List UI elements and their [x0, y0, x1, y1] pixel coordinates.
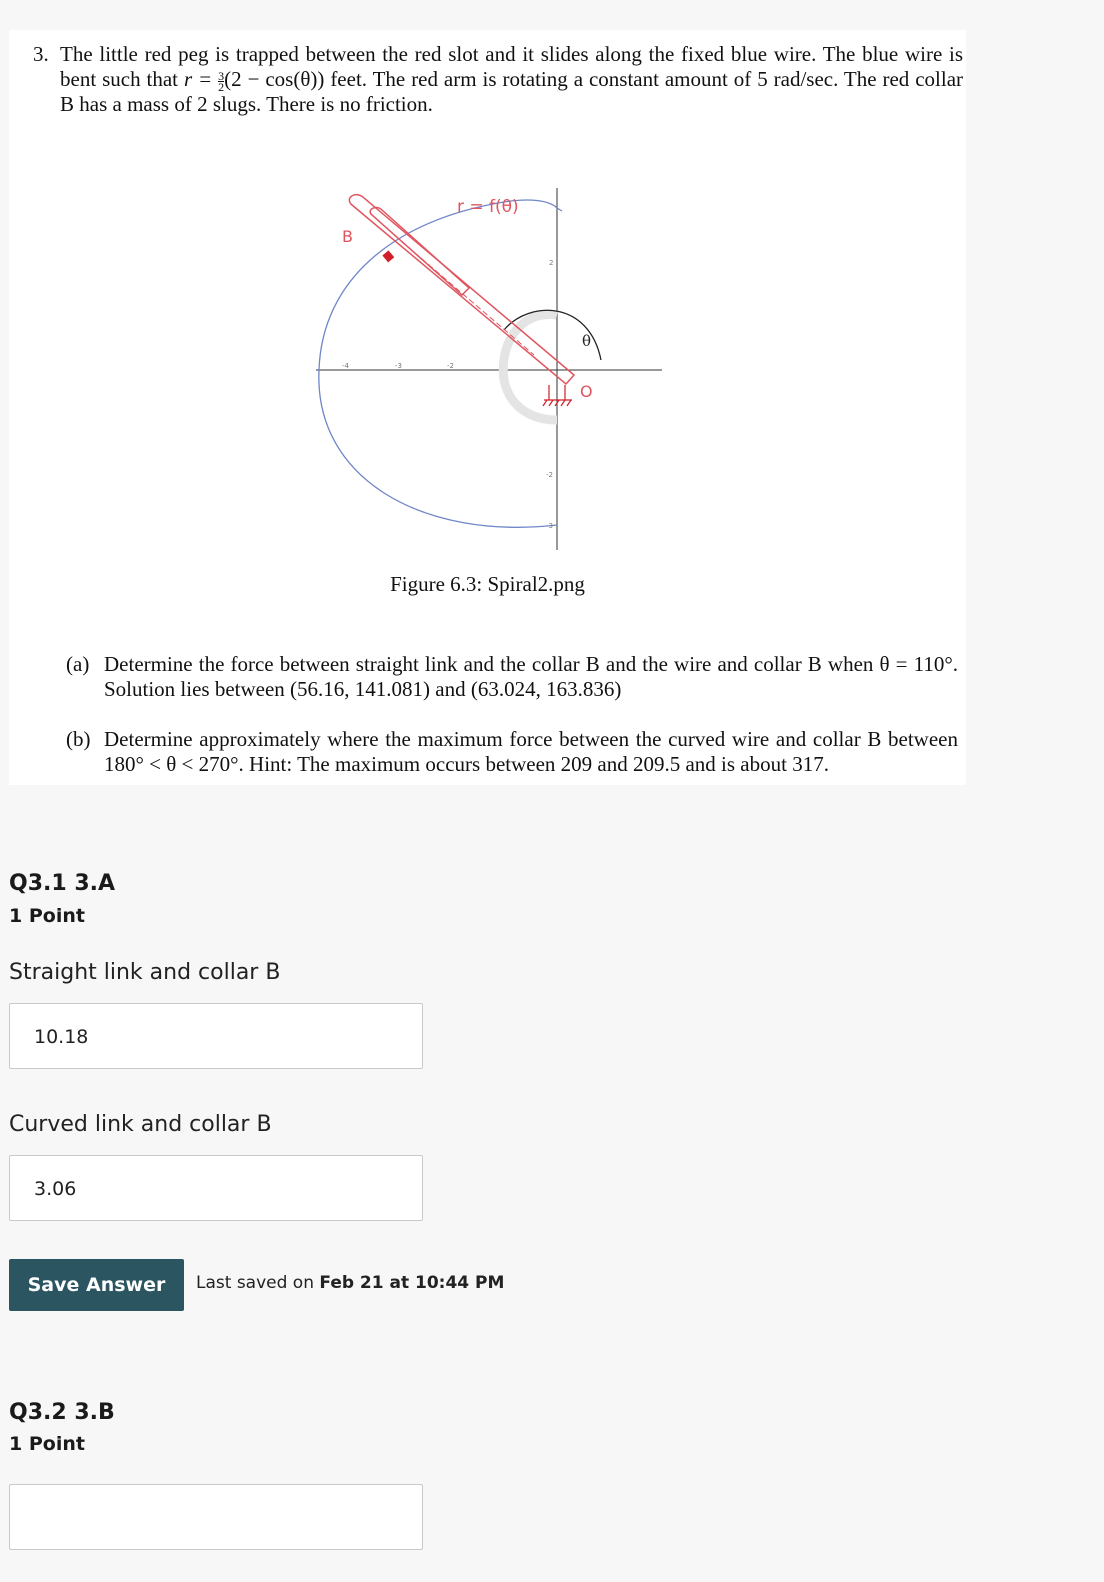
part-a-text: Determine the force between straight link and the collar B and the wire and collar B when θ = 110°. Solution lies between (56.16, 141.081) and (63.024, 163.836) [104, 652, 958, 701]
question-3-1-points: 1 Point [9, 905, 85, 927]
save-answer-button[interactable]: Save Answer [9, 1259, 184, 1311]
part-b-text: Determine approximately where the maximum force between the curved wire and collar B between 180° < θ < 270°. Hint: The maximum occurs between 209 and 209.5 and is about 317. [104, 727, 958, 776]
figure-caption: Figure 6.3: Spiral2.png [390, 572, 585, 596]
tick-y-1: 2 [549, 259, 554, 267]
last-saved-time: Feb 21 at 10:44 PM [319, 1273, 505, 1293]
straight-link-label: Straight link and collar B [9, 960, 281, 985]
fraction-denominator: 2 [218, 79, 225, 94]
tick-y-3: -3 [546, 522, 553, 530]
equation-rest: (2 − cos(θ)) feet. [224, 67, 368, 91]
blue-wire-inner [557, 208, 562, 211]
part-a [66, 652, 958, 702]
intro-text-a: The little red peg is trapped between the red slot and it slides along the fixed blue wire. The blue wire is bent such that [60, 42, 963, 91]
fraction-numerator: 3 [218, 68, 225, 83]
curved-link-input[interactable]: 3.06 [9, 1155, 423, 1221]
label-theta: θ [582, 332, 592, 350]
question-3-2-points: 1 Point [9, 1433, 85, 1455]
straight-link-input[interactable]: 10.18 [9, 1003, 423, 1069]
last-saved-prefix: Last saved on [196, 1273, 314, 1293]
question-3-2-title: Q3.2 3.B [9, 1400, 115, 1425]
question-3-1-title: Q3.1 3.A [9, 871, 116, 896]
blue-wire [319, 200, 557, 527]
label-eq: r = f(θ) [457, 197, 519, 217]
problem-intro [33, 42, 963, 117]
curved-link-label: Curved link and collar B [9, 1112, 272, 1137]
equation-r: r = [183, 67, 213, 91]
problem-number: 3. [33, 42, 49, 66]
red-peg [382, 250, 394, 262]
red-arm [349, 195, 574, 384]
part-b [66, 727, 958, 777]
last-saved-status [196, 1273, 504, 1293]
tick-y-2: -2 [546, 471, 553, 479]
label-B: B [342, 227, 353, 246]
part-a-label: (a) [66, 652, 90, 676]
question-3-2-input[interactable] [9, 1484, 423, 1550]
spiral-figure [304, 180, 664, 555]
tick-x-3: -2 [447, 362, 454, 370]
intro-text-b: The red arm is rotating a constant amount of 5 rad/sec. The red collar B has a mass of 2 slugs. There is no friction. [60, 67, 964, 116]
part-b-label: (b) [66, 727, 91, 751]
tick-x-1: -4 [342, 362, 349, 370]
tick-x-2: -3 [395, 362, 402, 370]
problem-statement [9, 30, 966, 785]
label-O: O [580, 382, 593, 401]
inner-circle [503, 315, 557, 420]
